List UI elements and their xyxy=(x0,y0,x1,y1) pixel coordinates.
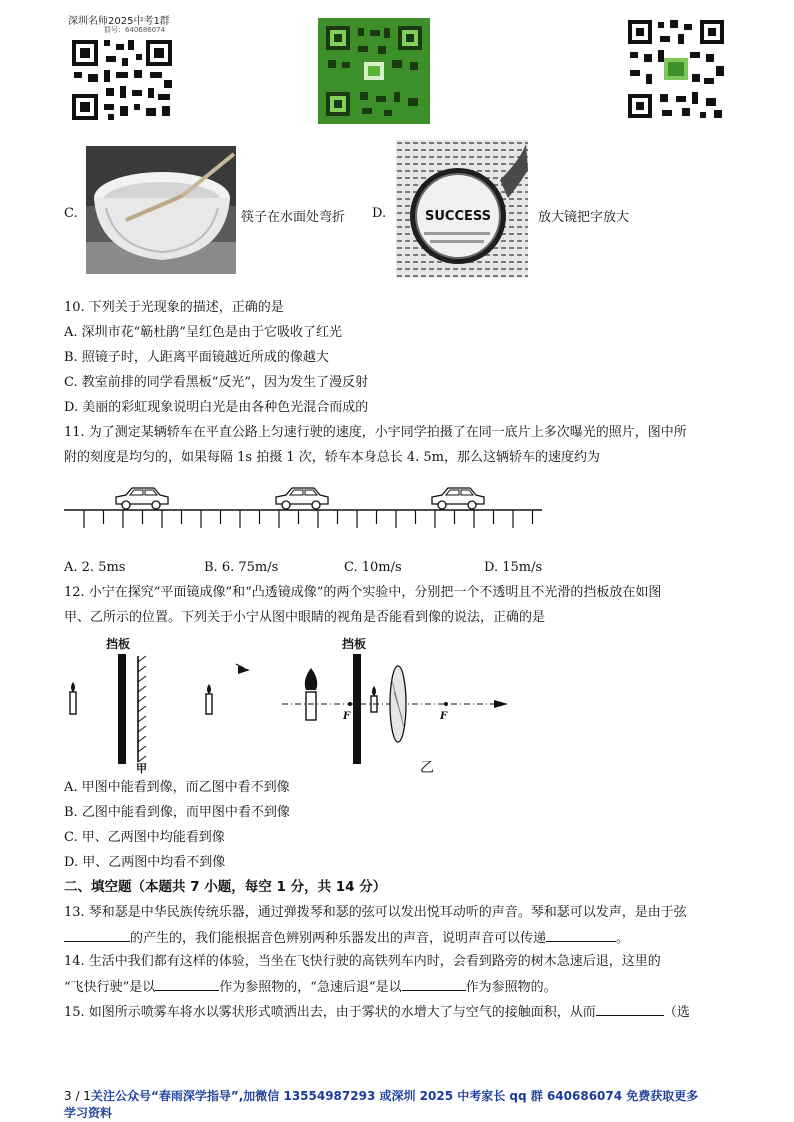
q11-figure-car-scale xyxy=(62,480,544,530)
q10-option-b: B. 照镜子时，人距离平面镜越近所成的像越大 xyxy=(64,350,329,365)
q12-option-a: A. 甲图中能看到像，而乙图中看不到像 xyxy=(64,780,290,795)
photo-magnifier xyxy=(396,140,528,278)
q12-option-d: D. 甲、乙两图中均看不到像 xyxy=(64,855,226,870)
q13-blank-1[interactable] xyxy=(64,929,130,942)
footer-promo xyxy=(64,1088,744,1122)
q14-line2 xyxy=(64,978,557,996)
q10-option-c: C. 教室前排的同学看黑板“反光”，因为发生了漫反射 xyxy=(64,375,369,390)
fig-board-label-jia: 挡板 xyxy=(106,637,131,651)
section-title-fill-blank: 二、填空题（本题共 7 小题，每空 1 分，共 14 分） xyxy=(64,879,387,895)
qr-code-right xyxy=(626,18,726,120)
option-c-caption: 筷子在水面处弯折 xyxy=(241,210,346,225)
q11-option-c: C. 10m/s xyxy=(344,560,402,575)
q12-stem-line1: 12. 小宁在探究“平面镜成像”和“凸透镜成像”的两个实验中，分别把一个不透明且不光滑的挡板放在如图 xyxy=(64,585,662,600)
q10-stem: 10. 下列关于光现象的描述，正确的是 xyxy=(64,300,284,315)
qr-left-label: 深圳名师2025中考1群 xyxy=(68,16,170,27)
q11-stem-line1: 11. 为了测定某辆轿车在平直公路上匀速行驶的速度，小宇同学拍摄了在同一底片上多次曝光的照片，图中所 xyxy=(64,425,687,440)
q13-line2-text-b: 。 xyxy=(616,931,630,946)
q13-line2 xyxy=(64,929,629,947)
q14-line1: 14. 生活中我们都有这样的体验，当坐在飞快行驶的高铁列车内时，会看到路旁的树木急速后退，这里的 xyxy=(64,954,661,969)
qr-left-sub: 群号：640686074 xyxy=(104,26,166,34)
magnifier-word: SUCCESS xyxy=(424,209,492,224)
car-icon xyxy=(432,488,484,509)
q14-line2-text-b: 作为参照物的，“急速后退”是以 xyxy=(219,980,402,995)
q10-option-a: A. 深圳市花“簕杜鹃”呈红色是由于它吸收了红光 xyxy=(64,325,342,340)
q10-option-d: D. 美丽的彩虹现象说明白光是由各种色光混合而成的 xyxy=(64,400,369,415)
q12-stem-line2: 甲、乙所示的位置。下列关于小宁从图中眼睛的视角是否能看到像的说法，正确的是 xyxy=(64,610,546,625)
option-d-caption: 放大镜把字放大 xyxy=(538,210,630,225)
car-icon xyxy=(116,488,168,509)
q11-option-a: A. 2. 5ms xyxy=(64,560,126,575)
q15-line1 xyxy=(64,1003,690,1021)
q12-figure-mirror-lens xyxy=(60,632,530,774)
photo-chopstick-in-bowl xyxy=(86,146,236,274)
footer-line1: 关注公众号“春雨深学指导”,加微信 13554987293 或深圳 2025 中考家长 qq 群 640686074 免费获取更多 xyxy=(90,1089,699,1103)
q11-stem-line2: 附的刻度是均匀的，如果每隔 1s 拍摄 1 次，轿车本身总长 4. 5m，那么这辆轿车的速度约为 xyxy=(64,450,601,465)
q14-blank-2[interactable] xyxy=(402,978,466,991)
q15-blank-1[interactable] xyxy=(596,1003,664,1016)
q14-line2-text-a: “飞快行驶”是以 xyxy=(64,980,156,995)
q11-option-b: B. 6. 75m/s xyxy=(204,560,279,575)
page-number: 3 / 1 xyxy=(64,1089,91,1103)
fig-label-jia: 甲 xyxy=(136,762,147,774)
option-d-label: D. xyxy=(372,206,387,221)
car-icon xyxy=(276,488,328,509)
fig-board-label-yi: 挡板 xyxy=(342,637,367,651)
fig-label-yi: 乙 xyxy=(420,760,434,774)
q13-line1: 13. 琴和瑟是中华民族传统乐器，通过弹拨琴和瑟的弦可以发出悦耳动听的声音。琴和瑟可以发声，是由于弦 xyxy=(64,905,687,920)
footer-line2: 学习资料 xyxy=(64,1106,113,1120)
q14-blank-1[interactable] xyxy=(155,978,219,991)
q15-line1-text-b: （选 xyxy=(663,1005,690,1020)
q15-line1-text-a: 15. 如图所示喷雾车将水以雾状形式喷洒出去，由于雾状的水增大了与空气的接触面积，从而 xyxy=(64,1005,596,1020)
qr-code-left xyxy=(66,10,178,125)
q12-option-c: C. 甲、乙两图中均能看到像 xyxy=(64,830,225,845)
q13-line2-text-a: 的产生的，我们能根据音色辨别两种乐器发出的声音，说明声音可以传递 xyxy=(130,931,547,946)
fig-focus-right: F xyxy=(440,711,448,722)
option-c-label: C. xyxy=(64,206,78,221)
q14-line2-text-c: 作为参照物的。 xyxy=(465,980,557,995)
q13-blank-2[interactable] xyxy=(546,929,616,942)
fig-focus-left: F xyxy=(343,711,351,722)
qr-code-center xyxy=(318,18,430,124)
q12-option-b: B. 乙图中能看到像，而甲图中看不到像 xyxy=(64,805,290,820)
q11-option-d: D. 15m/s xyxy=(484,560,543,575)
